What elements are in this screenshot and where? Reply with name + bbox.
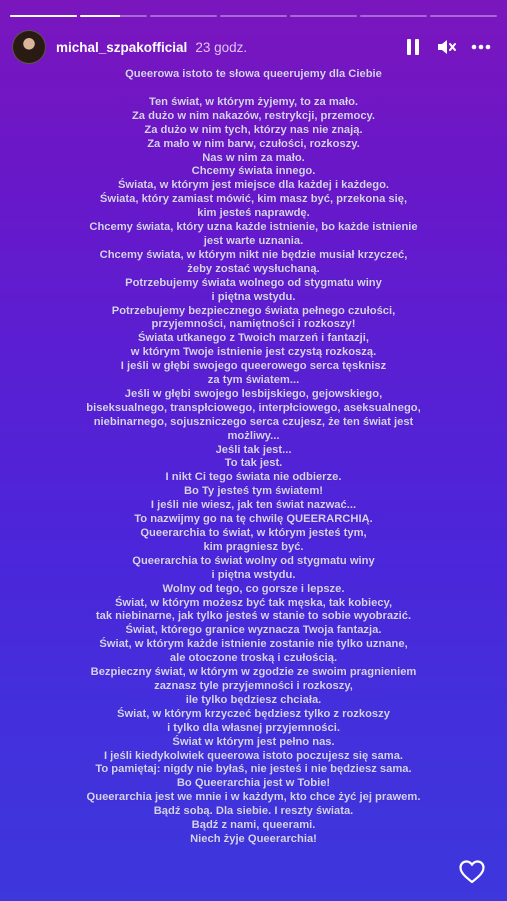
story-title: Queerowa istoto te słowa queerujemy dla Ciebie	[125, 68, 382, 80]
like-button[interactable]	[459, 860, 485, 884]
story-text-line: ile tylko będziesz chciała.	[185, 693, 322, 706]
story-text-line: biseksualnego, transpłciowego, interpłciowego, aseksualnego,	[86, 401, 421, 414]
story-text-line: Potrzebujemy świata wolnego od stygmatu winy	[125, 276, 382, 289]
story-progress-segment	[10, 15, 77, 17]
story-progress-segment	[430, 15, 497, 17]
story-progress-segment	[220, 15, 287, 17]
story-text-line: I jeśli nie wiesz, jak ten świat nazwać...	[150, 499, 357, 512]
username[interactable]: michal_szpakofficial	[56, 39, 188, 55]
story-progress-segment	[360, 15, 427, 17]
story-text-line: Potrzebujemy bezpiecznego świata pełnego czułości,	[111, 304, 396, 317]
story-text-line: Niech żyje Queerarchia!	[190, 832, 317, 845]
story-text-line: Świata utkanego z Twoich marzeń i fantazji,	[137, 332, 370, 345]
story-text-line: Świat, którego granice wyznacza Twoja fantazja.	[125, 624, 382, 637]
pause-button[interactable]	[399, 33, 427, 61]
speaker-muted-icon	[437, 39, 457, 55]
story-text-line: Queerarchia jest we mnie i w każdym, kto chce żyć jej prawem.	[86, 791, 421, 804]
story-text-line: To pamiętaj: nigdy nie byłaś, nie jesteś i nie będziesz sama.	[95, 763, 412, 776]
story-text-line: Za dużo w nim nakazów, restrykcji, przemocy.	[131, 109, 376, 122]
story-text-line: jest warte uznania.	[203, 234, 304, 247]
story-text-line: Ten świat, w którym żyjemy, to za mało.	[148, 95, 359, 108]
avatar[interactable]	[12, 30, 46, 64]
story-text-line: Bo Queerarchia jest w Tobie!	[176, 777, 331, 790]
story-text-line: Świata, który zamiast mówić, kim masz być, przekona się,	[99, 193, 408, 206]
story-text-line: Świat, w którym możesz być tak męska, tak kobiecy,	[114, 596, 393, 609]
story-text-line: Bezpieczny świat, w którym w zgodzie ze swoim pragnieniem	[90, 666, 417, 679]
story-text-line: Świata, w którym jest miejsce dla każdej i każdego.	[117, 179, 390, 192]
story-text-line: Świat, w którym każde istnienie zostanie nie tylko uznane,	[99, 638, 408, 651]
story-progress-segment	[80, 15, 147, 17]
story-lines	[30, 96, 477, 847]
story-text-line: Bo Ty jesteś tym światem!	[183, 485, 324, 498]
story-text-line: Za dużo w nim tych, którzy nas nie znają.	[144, 123, 363, 136]
pause-icon	[406, 39, 420, 55]
story-text-line: kim jesteś naprawdę.	[197, 207, 310, 220]
story-text-line: Queerarchia to świat wolny od stygmatu winy	[132, 554, 375, 567]
story-text-line: Chcemy świata, który uzna każde istnienie, bo każde istnienie	[89, 221, 418, 234]
story-text-line: tak niebinarne, jak tylko jesteś w stanie to sobie wyobrazić.	[95, 610, 412, 623]
story-text-line: i piętna wstydu.	[211, 290, 296, 303]
story-text-line: Chcemy świata innego.	[191, 165, 316, 178]
more-options-button[interactable]	[467, 33, 495, 61]
story-text-line: możliwy...	[227, 429, 280, 442]
story-text-line: Nas w nim za mało.	[202, 151, 305, 164]
story-text-card	[30, 68, 477, 847]
story-progress-fill	[80, 15, 120, 17]
story-text-line: zaznasz tyle przyjemności i rozkoszy,	[154, 679, 353, 692]
story-text-line: I jeśli kiedykolwiek queerowa istoto poczujesz się sama.	[103, 749, 404, 762]
story-text-line: w którym Twoje istnienie jest czystą rozkoszą.	[130, 346, 377, 359]
story-text-line: To nazwijmy go na tę chwilę QUEERARCHIĄ.	[134, 513, 373, 526]
story-text-line: i piętna wstydu.	[211, 568, 296, 581]
timestamp: 23 godz.	[195, 39, 248, 55]
story-text-line: I jeśli w głębi swojego queerowego serca tęsknisz	[120, 360, 387, 373]
story-progress-bar	[10, 15, 497, 17]
story-progress-segment	[290, 15, 357, 17]
story-text-line: niebinarnego, sojuszniczego serca czujesz, że ten świat jest	[93, 415, 414, 428]
story-text-line: za tym światem...	[207, 374, 300, 387]
story-text-line: Bądź sobą. Dla siebie. I reszty świata.	[153, 805, 354, 818]
story-text-line: Bądź z nami, queerami.	[191, 819, 316, 832]
story-text-line: Świat, w którym krzyczeć będziesz tylko z rozkoszy	[117, 707, 390, 720]
story-text-line: przyjemności, namiętności i rozkoszy!	[151, 318, 356, 331]
story-text-line: Za mało w nim barw, czułości, rozkoszy.	[147, 137, 360, 150]
story-text-line: To tak jest.	[224, 457, 283, 470]
story-text-line: I nikt Ci tego świata nie odbierze.	[165, 471, 342, 484]
story-text-line: ale otoczone troską i czułością.	[169, 652, 338, 665]
story-text-line: Jeśli tak jest...	[215, 443, 292, 456]
story-progress-fill	[10, 15, 77, 17]
story-text-line: Queerarchia to świat, w którym jesteś tym,	[140, 527, 367, 539]
story-text-line: żeby zostać wysłuchaną.	[187, 262, 320, 275]
story-text-line: kim pragniesz być.	[203, 540, 304, 553]
story-progress-segment	[150, 15, 217, 17]
story-header	[12, 30, 495, 64]
story-text-line: Wolny od tego, co gorsze i lepsze.	[162, 582, 345, 595]
story-text-line: Świat w którym jest pełno nas.	[172, 735, 335, 748]
mute-button[interactable]	[433, 33, 461, 61]
story-text-line: i tylko dla własnej przyjemności.	[167, 721, 340, 734]
story-text-line: Jeśli w głębi swojego lesbijskiego, gejowskiego,	[124, 387, 383, 400]
more-options-icon	[471, 44, 491, 50]
story-text-line: Chcemy świata, w którym nikt nie będzie musiał krzyczeć,	[99, 248, 408, 261]
heart-icon	[459, 860, 485, 884]
